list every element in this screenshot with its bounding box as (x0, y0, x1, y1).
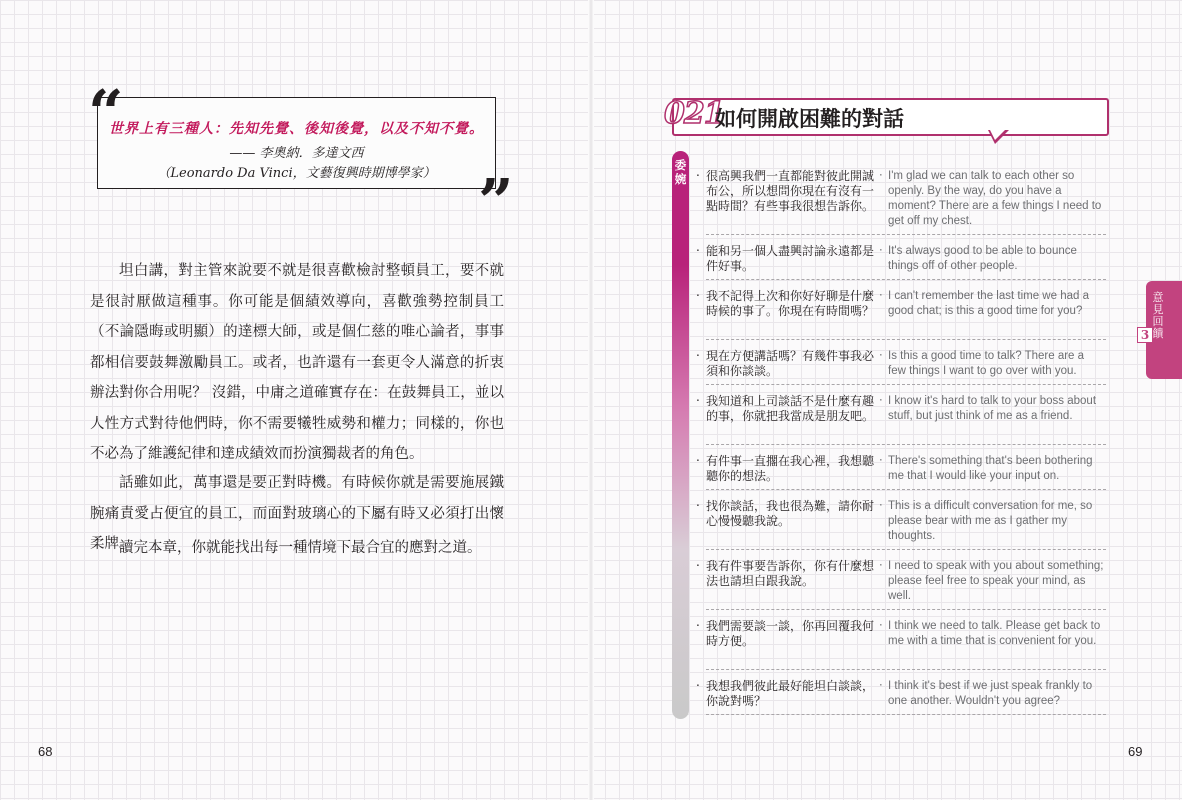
page-number-left: 68 (38, 744, 53, 759)
phrase-row (696, 340, 1106, 385)
chapter-tab-label: 意見回饋 (1152, 291, 1164, 340)
phrase-english: ‧ I can't remember the last time we had a good chat; is this a good time for you? (879, 290, 1089, 317)
phrase-row (696, 610, 1106, 670)
phrase-english: ‧ I need to speak with you about something; please feel free to speak your mind, as well. (879, 560, 1104, 602)
tone-side-bar (672, 151, 689, 719)
chapter-tab-number: 3 (1137, 327, 1153, 343)
phrase-english: ‧ There's something that's been bothering me that I would like your input on. (879, 455, 1093, 482)
phrase-english: ‧ Is this a good time to talk? There are a few things I want to go over with you. (879, 350, 1085, 377)
section-number: 021 (664, 96, 724, 131)
phrase-english: ‧ It's always good to be able to bounce things off of other people. (879, 245, 1077, 272)
phrase-chinese: ‧ 我想我們彼此最好能坦白談談，你說對嗎？ (696, 679, 875, 708)
close-quote-icon: ” (478, 165, 514, 238)
section-title: 如何開啟困難的對話 (715, 107, 904, 131)
phrase-chinese: ‧ 我不記得上次和你好好聊是什麼時候的事了。你現在有時間嗎？ (696, 289, 875, 318)
phrase-row (696, 550, 1106, 610)
phrase-chinese: ‧ 有件事一直擱在我心裡，我想聽聽你的想法。 (696, 454, 875, 483)
phrase-chinese: ‧ 我知道和上司談話不是什麼有趣的事，你就把我當成是朋友吧。 (696, 394, 875, 423)
phrase-row (696, 445, 1106, 490)
phrase-row (696, 670, 1106, 715)
phrase-english: ‧ I think we need to talk. Please get back to me with a time that is convenient for you. (879, 620, 1101, 647)
phrase-chinese: ‧ 能和另一個人盡興討論永遠都是件好事。 (696, 244, 875, 273)
tone-side-label: 委婉 (674, 158, 687, 186)
phrase-table (696, 160, 1106, 715)
phrase-english: ‧ I think it's best if we just speak frankly to one another. Wouldn't you agree? (879, 680, 1093, 707)
phrase-chinese: ‧ 找你談話，我也很為難，請你耐心慢慢聽我說。 (696, 499, 875, 528)
phrase-english: ‧ This is a difficult conversation for me, so please bear with me as I gather my thoughts. (879, 500, 1093, 542)
quote-author: —— 李奧納．多達文西 (229, 146, 364, 161)
phrase-english: ‧ I'm glad we can talk to each other so openly. By the way, do you have a moment? There are a few things I need to get off my chest. (879, 170, 1102, 227)
quote-box (97, 97, 496, 189)
phrase-chinese: ‧ 我有件事要告訴你，你有什麼想法也請坦白跟我說。 (696, 559, 875, 588)
phrase-row (696, 280, 1106, 340)
phrase-row (696, 160, 1106, 235)
book-gutter (588, 0, 594, 800)
phrase-chinese: ‧ 我們需要談一談，你再回覆我何時方便。 (696, 619, 875, 648)
body-paragraph-1: 坦白講，對主管來說要不就是很喜歡檢討整頓員工，要不就是很討厭做這種事。你可能是個績效導向，喜歡強勢控制員工（不論隱晦或明顯）的達標大師，或是個仁慈的唯心論者，事事都相信要鼓舞激勵員工。或者，也許還有一套更令人滿意的折衷辦法對你合用呢？ 沒錯，中庸之道確實存在：在鼓舞員工，並以人性方式對待他們時，你不需要犧牲威勢和權力；同樣的，你也不必為了維護紀律和達成績效而扮演獨裁者的角色。 (90, 263, 504, 462)
open-quote-icon: “ (88, 76, 124, 149)
quote-author-note: （Leonardo Da Vinci，文藝復興時期博學家） (157, 166, 436, 181)
body-paragraph-3: 讀完本章，你就能找出每一種情境下最合宜的應對之道。 (119, 540, 482, 556)
body-paragraph-2: 話雖如此，萬事還是要正對時機。有時候你就是需要施展鐵腕痛責愛占便宜的員工，而面對玻璃心的下屬有時又必須打出懷柔牌。 (90, 475, 504, 552)
phrase-chinese: ‧ 很高興我們一直都能對彼此開誠布公，所以想問你現在有沒有一點時間？有些事我很想告訴你。 (696, 169, 875, 213)
phrase-row (696, 385, 1106, 445)
phrase-row (696, 235, 1106, 280)
phrase-row (696, 490, 1106, 550)
phrase-english: ‧ I know it's hard to talk to your boss about stuff, but just think of me as a friend. (879, 395, 1097, 422)
page-number-right: 69 (1128, 744, 1143, 759)
phrase-chinese: ‧ 現在方便講話嗎？有幾件事我必須和你談談。 (696, 349, 875, 378)
quote-text: 世界上有三種人：先知先覺、後知後覺，以及不知不覺。 (109, 121, 484, 137)
